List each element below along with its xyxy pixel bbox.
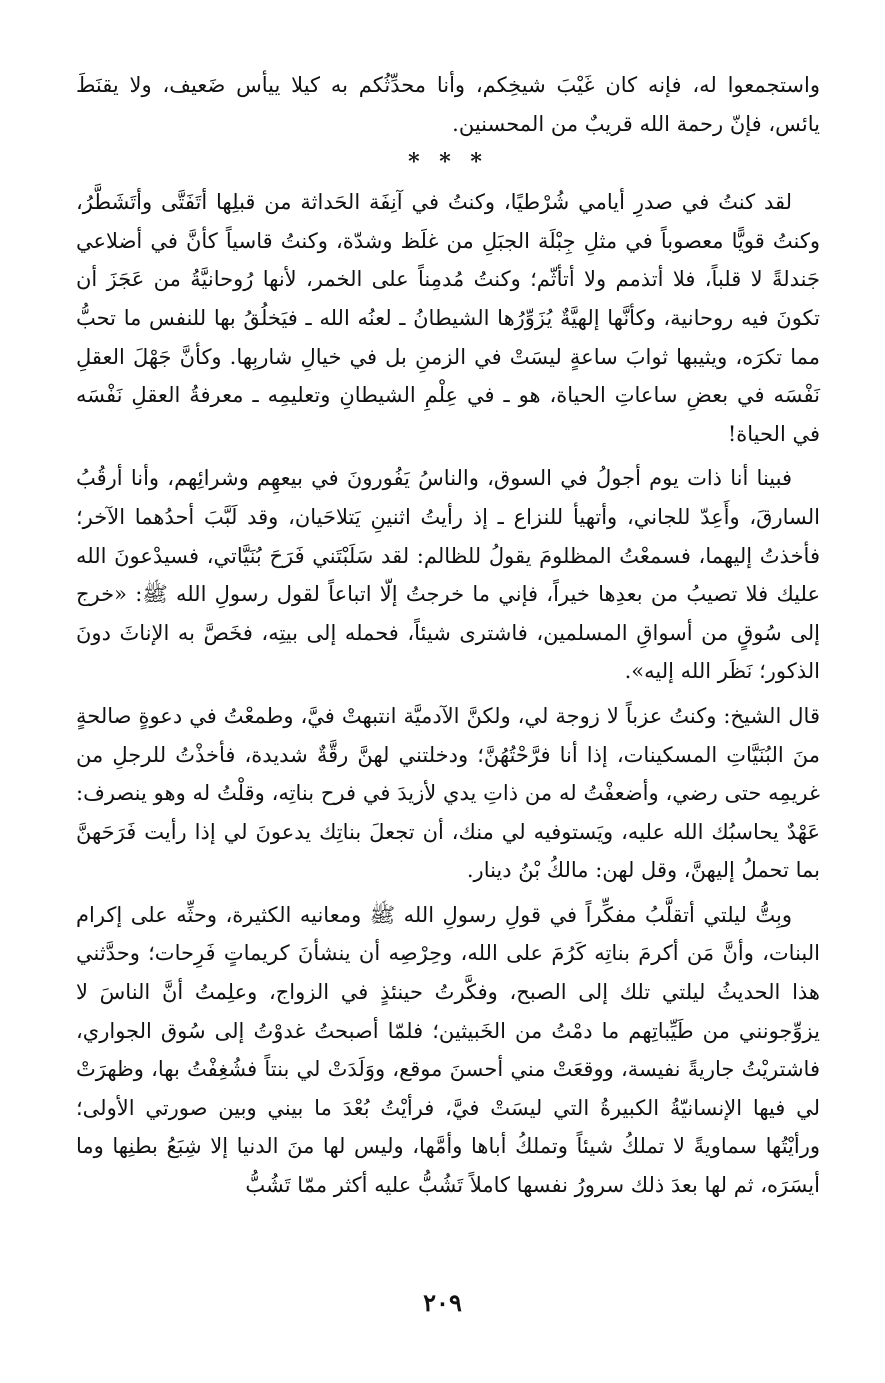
paragraph-1: لقد كنتُ في صدرِ أيامي شُرْطيًا، وكنتُ في آنِفَة الحَداثة من قبلِها أتَفَتَّى وأتَشَطَّرُ، وكنتُ قويًّا معصوباً في مثلِ جِبْلَة الجبَلِ من غلَظ وشدّة، وكنتُ قاسياً كأنَّ في أضلاعي جَندلةً لا قلباً، فلا أتذمم ولا أتأثّم؛ وكنتُ مُدمِناً على الخمر، لأنها رُوحانيَّةُ من عَجَزَ أن تكونَ فيه روحانية، وكأنَّها إلهيَّةٌ يُزَوِّرُها الشيطانُ ـ لعنُه الله ـ فيَخلُقُ بها للنفس ما تحبُّ مما تكرَه، ويثيبها ثوابَ ساعةٍ ليسَتْ في الزمنِ بل في خيالِ شاربِها. وكأنَّ جَهْلَ العقلِ نَفْسَه في بعضِ ساعاتِ الحياة، هو ـ في عِلْمِ الشيطانِ وتعليمِه ـ معرفةُ العقلِ نَفْسَه في الحياة! xyxy=(76,190,820,446)
section-separator: * * * xyxy=(408,149,488,176)
intro-paragraph: واستجمعوا له، فإنه كان غَيْبَ شيخِكم، وأنا محدِّثُكم به كيلا ييأس ضَعيف، ولا يقنَطَ يائس، فإنّ رحمة الله قريبٌ من المحسنين. xyxy=(76,73,820,136)
page-body xyxy=(76,66,820,1205)
paragraph-3: قال الشيخ: وكنتُ عزباً لا زوجة لي، ولكنَّ الآدميَّة انتبهتْ فيَّ، وطمعْتُ في دعوةٍ صالحةٍ منَ البُنَيَّاتِ المسكينات، إذا أنا فرَّحْتُهُنَّ؛ ودخلتني لهنَّ رقَّةٌ شديدة، فأخذْتُ للرجلِ من غريمِه حتى رضي، وأضعفْتُ له من ذاتِ يدي لأزيدَ في فرح بناتِه، وقلْتُ له وهو ينصرف: عَهْدٌ يحاسبُك الله عليه، ويَستوفيه لي منك، أن تجعلَ بناتِك يدعونَ لي إذا رأيت فَرَحَهنَّ بما تحملُ إليهنَّ، وقل لهن: مالكُ بْنُ دينار. xyxy=(76,703,820,883)
paragraph-4: وبِتُّ ليلتي أتقلَّبُ مفكِّراً في قولِ رسولِ الله ﷺ ومعانيه الكثيرة، وحثِّه على إكرام البنات، وأنَّ مَن أكرمَ بناتِه كَرُمَ على الله، وحِرْصِه أن ينشأنَ كريماتٍ فَرِحات؛ وحدَّثني هذا الحديثُ ليلتي تلك إلى الصبح، وفكَّرتُ حينئذٍ في الزواج، وعلِمتُ أنَّ الناسَ لا يزوِّجونني من طَيِّباتِهم ما دمْتُ من الخَبيثين؛ فلمّا أصبحتُ غدوْتُ إلى سُوق الجواري، فاشتريْتُ جاريةً نفيسة، ووقعَتْ مني أحسنَ موقع، ووَلَدَتْ لي بنتاً فشُغِفْتُ بها، وظهرَتْ لي فيها الإنسانيّةُ الكبيرةُ التي ليسَتْ فيَّ، فرأيْتُ بُعْدَ ما بيني وبين صورتي الأولى؛ ورأيْتُها سماويةً لا تملكُ شيئاً وتملكُ أباها وأمَّها، وليس لها منَ الدنيا إلا شِبَعُ بطنِها وما أيسَرَه، ثم لها بعدَ ذلك سرورُ نفسها كاملاً تَشُبُّ عليه أكثر ممّا تَشُبُّ xyxy=(76,902,820,1198)
paragraph-2: فبينا أنا ذات يوم أجولُ في السوق، والناسُ يَفُورونَ في بيعهِم وشرائِهم، وأنا أرقُبُ السارقَ، وأَعِدّ للجاني، وأتهيأ للنزاع ـ إذ رأيتُ اثنينِ يَتلاحَيان، وقد لَبَّبَ أحدُهما الآخر؛ فأخذتُ إليهما، فسمعْتُ المظلومَ يقولُ للظالم: لقد سَلَبْتَني فَرَحَ بُنَيَّاتي، فسيدْعونَ الله عليك فلا تصيبُ من بعدِها خيراً، فإني ما خرجتُ إلّا اتباعاً لقول رسولِ الله ﷺ: «خرج إلى سُوقٍ من أسواقِ المسلمين، فاشترى شيئاً، فحمله إلى بيتِه، فخَصَّ به الإناثَ دونَ الذكور؛ نَظَر الله إليه». xyxy=(76,466,820,684)
page-number: ٢٠٩ xyxy=(423,1288,462,1317)
